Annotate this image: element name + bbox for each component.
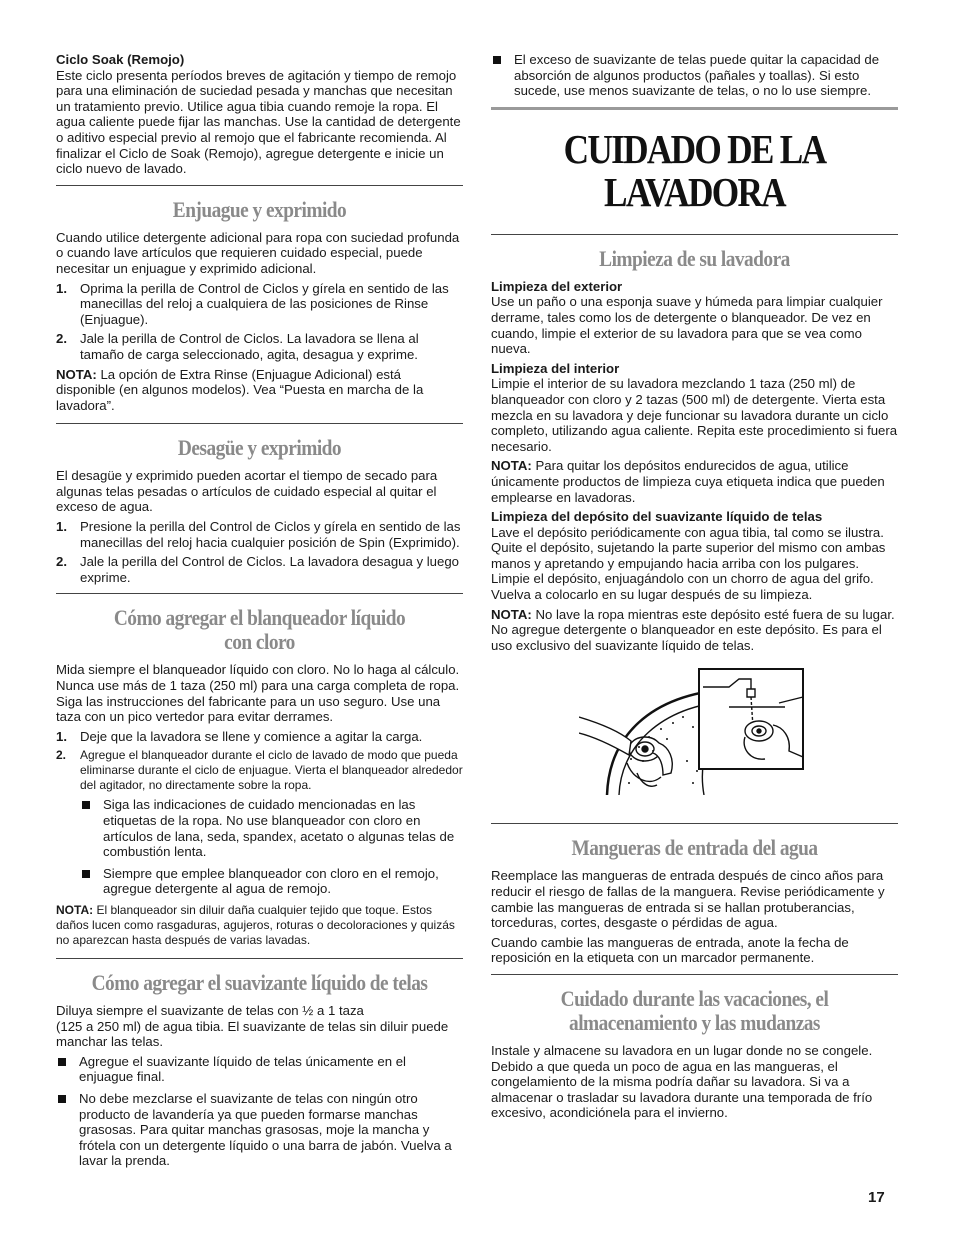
list-item	[56, 1091, 463, 1169]
top-bullets	[491, 52, 898, 99]
soak-title: Ciclo Soak (Remojo)	[56, 52, 185, 67]
divider	[491, 974, 898, 975]
right-column	[491, 52, 898, 1125]
blanqueador-steps	[56, 729, 463, 794]
mangueras-heading: Mangueras de entrada del agua	[571, 835, 818, 861]
enjuague-nota	[56, 367, 463, 414]
blanqueador-nota	[56, 903, 463, 948]
left-column	[56, 52, 463, 1175]
list-item	[56, 1054, 463, 1085]
exterior-body: Use un paño o una esponja suave y húmeda para limpiar cualquier derrame, tales como los de detergente o blanqueador. De vez en cuando, limpie el exterior de su lavadora para que se vea como nueva.	[491, 294, 883, 357]
blanqueador-intro: Mida siempre el blanqueador líquido con cloro. No lo haga al cálculo. Nunca use más de 1 taza (250 ml) para una carga completa de ropa. Siga las instrucciones del fabricante para un uso seguro. Use una taza con un pico vertedor para evitar derrames.	[56, 662, 460, 725]
step-text: Presione la perilla del Control de Ciclos y gírela en sentido de las manecillas del reloj hacia cualquier posición de Spin (Exprimido).	[80, 519, 461, 550]
bullet-square-icon	[58, 1058, 66, 1066]
bullet-square-icon	[58, 1095, 66, 1103]
nota-text: El blanqueador sin diluir daña cualquier tejido que toque. Estos daños lucen como rasgaduras, agujeros, roturas o decoloraciones y quizás no aparezcan hasta después de varias lavadas.	[56, 902, 455, 947]
bullet-text: El exceso de suavizante de telas puede quitar la capacidad de absorción de algunos productos (pañales y toallas). Si esto sucede, use menos suavizante de telas, o no lo use siempre.	[514, 52, 880, 99]
bullet-square-icon	[493, 56, 501, 64]
list-item	[491, 52, 898, 99]
step-number: 1.	[56, 519, 67, 535]
page-number: 17	[868, 1189, 885, 1206]
suavizante-heading: Cómo agregar el suavizante líquido de telas	[91, 969, 428, 995]
list-item	[56, 748, 463, 793]
bullet-square-icon	[82, 870, 90, 878]
nota-text: Para quitar los depósitos endurecidos de agua, utilice únicamente productos de limpieza cuya etiqueta indica que pueden emplearse en lavadoras.	[491, 458, 885, 505]
divider	[56, 593, 463, 594]
deposito-body: Lave el depósito periódicamente con agua tibia, tal como se ilustra. Quite el depósito, sujetando la parte superior del mismo con ambas manos y apretando y empujando hacia arriba con los pulgares. Limpie el depósito, enjuagándolo con un chorro de agua del grifo. Vuelva a colocarlo en su lugar después de su limpieza.	[491, 524, 886, 603]
list-item	[56, 281, 463, 328]
list-item	[56, 519, 463, 550]
nota-text: La opción de Extra Rinse (Enjuague Adicional) está disponible (en algunos modelos). Vea “Puesta en marcha de la lavadora”.	[56, 366, 424, 413]
bullet-text: Agregue el suavizante líquido de telas únicamente en el enjuague final.	[79, 1053, 406, 1085]
step-text: Deje que la lavadora se llene y comience a agitar la carga.	[80, 728, 423, 744]
bullet-text: Siga las indicaciones de cuidado mencionadas en las etiquetas de la ropa. No use blanqueador con cloro en artículos de lana, seda, spandex, acetato o algunas telas de combustión lenta.	[103, 797, 455, 860]
enjuague-heading: Enjuague y exprimido	[172, 196, 347, 222]
intro-line: Diluya siempre el suavizante de telas con ½ a 1 taza	[56, 1002, 364, 1018]
nota-label: NOTA:	[491, 606, 532, 622]
bullet-square-icon	[82, 801, 90, 809]
divider	[56, 423, 463, 424]
enjuague-intro: Cuando utilice detergente adicional para ropa con suciedad profunda o cuando lave artículos que requieren cuidado especial, puede necesitar un enjuague y exprimido adicional.	[56, 229, 460, 276]
intro-line: (125 a 250 ml) de agua tibia. El suavizante de telas sin diluir puede manchar las telas.	[56, 1018, 449, 1050]
bullet-text: Siempre que emplee blanqueador con cloro en el remojo, agregue detergente al agua de remojo.	[103, 865, 439, 897]
interior-title: Limpieza del interior	[491, 360, 620, 376]
interior-body: Limpie el interior de su lavadora mezclando 1 taza (250 ml) de blanqueador con cloro y 2 tazas (500 ml) de detergente. Vierta esta mezcla en su lavadora y deje funcionar su lavadora durante un ciclo completo, utilizando agua caliente. Repita este procedimiento si fuera necesario.	[491, 376, 898, 454]
step-number: 2.	[56, 554, 67, 570]
nota-text: No lave la ropa mientras este depósito esté fuera de su lugar. No agregue detergente o blanqueador en este depósito. Es para el uso exclusivo del suavizante líquido de telas.	[491, 606, 895, 653]
heading-line: almacenamiento y las mudanzas	[569, 1010, 820, 1035]
nota-label: NOTA:	[491, 458, 532, 474]
exterior-title: Limpieza del exterior	[491, 278, 623, 294]
mangueras-body-1: Reemplace las mangueras de entrada después de cinco años para reducir el riesgo de fallas de la manguera. Revise periódicamente y cambie las mangueras de entrada si se hallan protuberancias, torceduras, cortes, desgaste o pérdidas de agua.	[491, 868, 885, 931]
step-number: 1.	[56, 728, 67, 744]
dispenser-cleaning-illustration	[579, 667, 811, 795]
step-text: Jale la perilla de Control de Ciclos. La lavadora se llena al tamaño de carga seleccionado, agita, desagua y exprime.	[80, 331, 419, 362]
step-text: Oprima la perilla de Control de Ciclos y gírela en sentido de las manecillas del reloj a cualquiera de las posiciones de Rinse (Enjuague).	[80, 280, 449, 327]
list-item	[56, 729, 463, 745]
title-line: CUIDADO DE LA	[563, 125, 826, 172]
step-number: 2.	[56, 748, 67, 763]
vacaciones-heading	[498, 987, 891, 1035]
suavizante-bullets	[56, 1054, 463, 1169]
list-item	[56, 331, 463, 362]
mangueras-body-2: Cuando cambie las mangueras de entrada, anote la fecha de reposición en la etiqueta con un marcador permanente.	[491, 934, 849, 966]
vacaciones-body: Instale y almacene su lavadora en un lugar donde no se congele. Debido a que queda un poco de agua en las mangueras, el congelamiento de la misma podría dañar su lavadora. Si va a almacenar o trasladar su lavadora durante una temporada de frío excesivo, acondiciónela para el invierno.	[491, 1043, 873, 1121]
divider	[491, 107, 898, 110]
desague-heading: Desagüe y exprimido	[177, 435, 342, 461]
list-item	[80, 866, 463, 897]
divider	[491, 234, 898, 235]
desague-intro: El desagüe y exprimido pueden acortar el tiempo de secado para algunas telas pesadas o artículos de cuidado especial al quitar el exceso de agua.	[56, 468, 438, 515]
bullet-text: No debe mezclarse el suavizante de telas con ningún otro producto de lavandería ya que pueden formarse manchas grasosas. Para quitar manchas grasosas, moje la mancha y frótela con un detergente líquido o una barra de jabón. Vuelva a lavar la prenda.	[79, 1090, 452, 1169]
step-text: Jale la perilla del Control de Ciclos. La lavadora desagua y luego exprime.	[80, 554, 460, 585]
desague-steps	[56, 519, 463, 585]
nota-label: NOTA:	[56, 902, 94, 917]
step-text: Agregue el blanqueador durante el ciclo de lavado de modo que pueda eliminarse durante el ciclo de enjuague. Vierta el blanqueador alrededor del agitador, no directamente sobre la ropa.	[80, 748, 463, 793]
limpieza-nota-2	[491, 607, 898, 654]
divider	[56, 185, 463, 186]
nota-label: NOTA:	[56, 366, 97, 382]
blanqueador-heading: Cómo agregar el blanqueador líquido con cloro	[113, 605, 406, 655]
limpieza-nota-1	[491, 458, 898, 505]
enjuague-steps	[56, 281, 463, 363]
deposito-title: Limpieza del depósito del suavizante líquido de telas	[491, 509, 823, 525]
suavizante-intro	[56, 1003, 463, 1050]
list-item	[56, 554, 463, 585]
blanqueador-bullets	[56, 797, 463, 897]
divider	[56, 958, 463, 959]
divider	[491, 823, 898, 824]
step-number: 2.	[56, 331, 67, 347]
soak-body: Este ciclo presenta períodos breves de agitación y tiempo de remojo para una eliminación de suciedad pesada y manchas que necesitan un tratamiento previo. Utilice agua tibia cuando remoje la ropa. El agua caliente puede fijar las manchas. Use la cantidad de detergente o aditivo especial previo al remojo que el fabricante recomienda. Al finalizar el Ciclo de Soak (Remojo), agregue detergente e inicie un ciclo nuevo de lavado.	[56, 67, 461, 177]
title-line: LAVADORA	[604, 168, 785, 215]
main-title	[519, 125, 869, 215]
step-number: 1.	[56, 280, 67, 296]
list-item	[80, 797, 463, 859]
heading-line: Cuidado durante las vacaciones, el	[560, 986, 829, 1011]
limpieza-heading: Limpieza de su lavadora	[599, 245, 790, 271]
